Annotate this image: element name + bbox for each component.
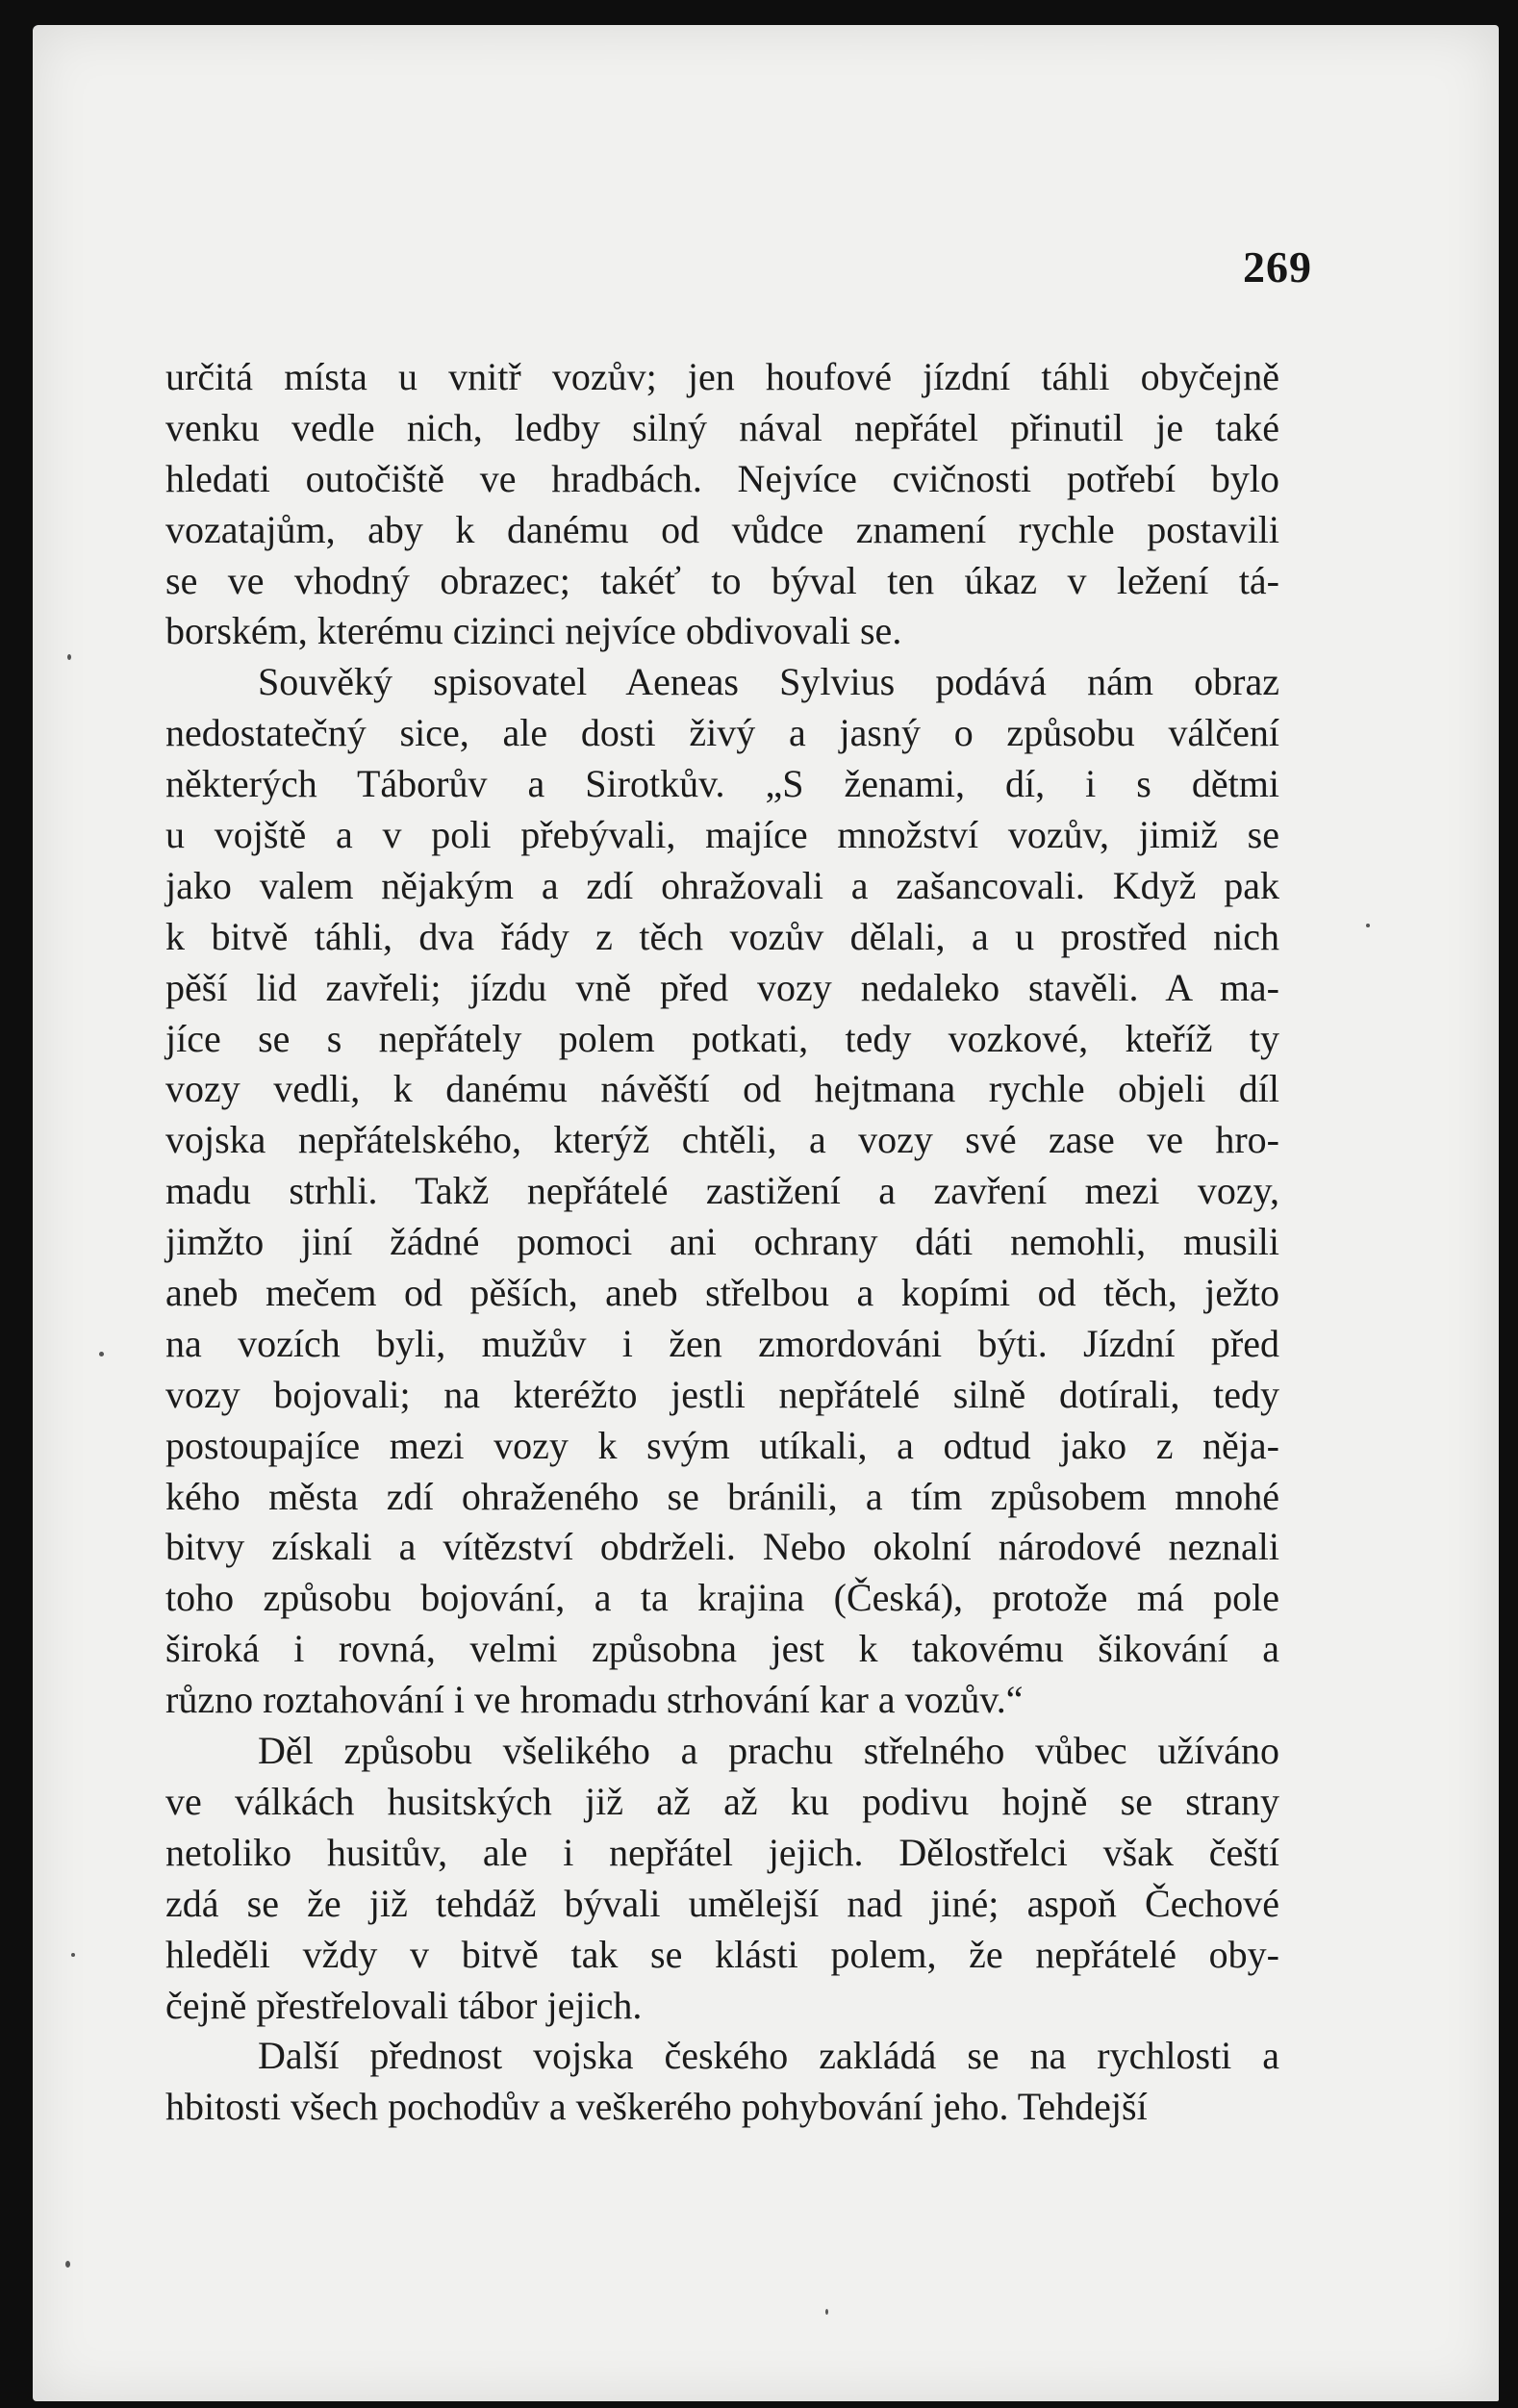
text-line: venku vedle nich, ledby silný nával nepřátel přinutil je také — [165, 405, 1279, 449]
text-line: ve válkách husitských již až až ku podivu hojně se strany — [165, 1779, 1279, 1823]
text-line: jíce se s nepřátely polem potkati, tedy vozkové, kteříž ty — [165, 1016, 1279, 1060]
text-line: široká i rovná, velmi způsobna jest k takovému šikování a — [165, 1627, 1279, 1671]
scan-speck — [71, 1953, 75, 1957]
book-page — [33, 25, 1499, 2401]
text-line: vozatajům, aby k danému od vůdce znamení rychle postavili — [165, 507, 1279, 551]
text-line: čejně přestřelovali tábor jejich. — [165, 1983, 643, 2027]
text-line: postoupajíce mezi vozy k svým utíkali, a odtud jako z něja- — [165, 1423, 1279, 1467]
text-line: netoliko husitův, ale i nepřátel jejich. Dělostřelci však čeští — [165, 1830, 1279, 1874]
text-line: vozy vedli, k danému návěští od hejtmana rychle objeli díl — [165, 1067, 1279, 1111]
text-line: k bitvě táhli, dva řády z těch vozův dělali, a u prostřed nich — [165, 914, 1279, 958]
text-line: hledati outočiště ve hradbách. Nejvíce cvičnosti potřebí bylo — [165, 456, 1279, 500]
paragraph — [165, 657, 1279, 1726]
text-line: toho způsobu bojování, a ta krajina (Česká), protože má pole — [165, 1576, 1279, 1620]
paragraph — [165, 2031, 1279, 2133]
scan-speck — [1366, 924, 1370, 927]
text-line: některých Táborův a Sirotkův. „S ženami, dí, i s dětmi — [165, 762, 1279, 806]
text-line: Další přednost vojska českého zakládá se na rychlosti a — [258, 2034, 1279, 2078]
text-line: bitvy získali a vítězství obdrželi. Nebo okolní národové neznali — [165, 1525, 1279, 1569]
text-line: madu strhli. Takž nepřátelé zastižení a zavření mezi vozy, — [165, 1169, 1279, 1213]
text-line: určitá místa u vnitř vozův; jen houfové jízdní táhli obyčejně — [165, 355, 1279, 398]
text-line: kého města zdí ohraženého se bránili, a tím způsobem mnohé — [165, 1474, 1279, 1518]
text-line: různo roztahování i ve hromadu strhování kar a vozův.“ — [165, 1678, 1024, 1722]
text-line: u vojště a v poli přebývali, majíce množství vozův, jimiž se — [165, 813, 1279, 857]
text-line: Děl způsobu všelikého a prachu střelného vůbec užíváno — [258, 1729, 1279, 1773]
text-line: nedostatečný sice, ale dosti živý a jasný o způsobu válčení — [165, 711, 1279, 755]
text-line: vozy bojovali; na kteréžto jestli nepřátelé silně dotírali, tedy — [165, 1372, 1279, 1416]
text-line: Souvěký spisovatel Aeneas Sylvius podává nám obraz — [258, 660, 1279, 704]
scan-speck — [825, 2309, 828, 2315]
text-line: na vozích byli, mužův i žen zmordováni býti. Jízdní před — [165, 1321, 1279, 1365]
text-line: hleděli vždy v bitvě tak se klásti polem, že nepřátelé oby- — [165, 1932, 1279, 1976]
paragraph — [165, 1726, 1279, 2031]
text-line: pěší lid zavřeli; jízdu vně před vozy nedaleko stavěli. A ma- — [165, 965, 1279, 1009]
text-line: se ve vhodný obrazec; takéť to býval ten úkaz v ležení tá- — [165, 558, 1279, 602]
text-line: aneb mečem od pěších, aneb střelbou a kopími od těch, ježto — [165, 1271, 1279, 1315]
text-line: jimžto jiní žádné pomoci ani ochrany dáti nemohli, musili — [165, 1220, 1279, 1264]
text-line: jako valem nějakým a zdí ohražovali a zašancovali. Když pak — [165, 863, 1279, 907]
scan-speck — [65, 2261, 70, 2268]
text-line: zdá se že již tehdáž bývali umělejší nad jiné; aspoň Čechové — [165, 1881, 1279, 1925]
text-line: vojska nepřátelského, kterýž chtěli, a vozy své zase ve hro- — [165, 1118, 1279, 1162]
scan-speck — [67, 654, 71, 660]
page-number: 269 — [1243, 242, 1312, 291]
text-line: borském, kterému cizinci nejvíce obdivovali se. — [165, 609, 902, 653]
text-line: hbitosti všech pochodův a veškerého pohybování jeho. Tehdejší — [165, 2085, 1148, 2129]
body-text — [165, 352, 1279, 2133]
scan-speck — [99, 1352, 104, 1356]
paragraph — [165, 352, 1279, 657]
